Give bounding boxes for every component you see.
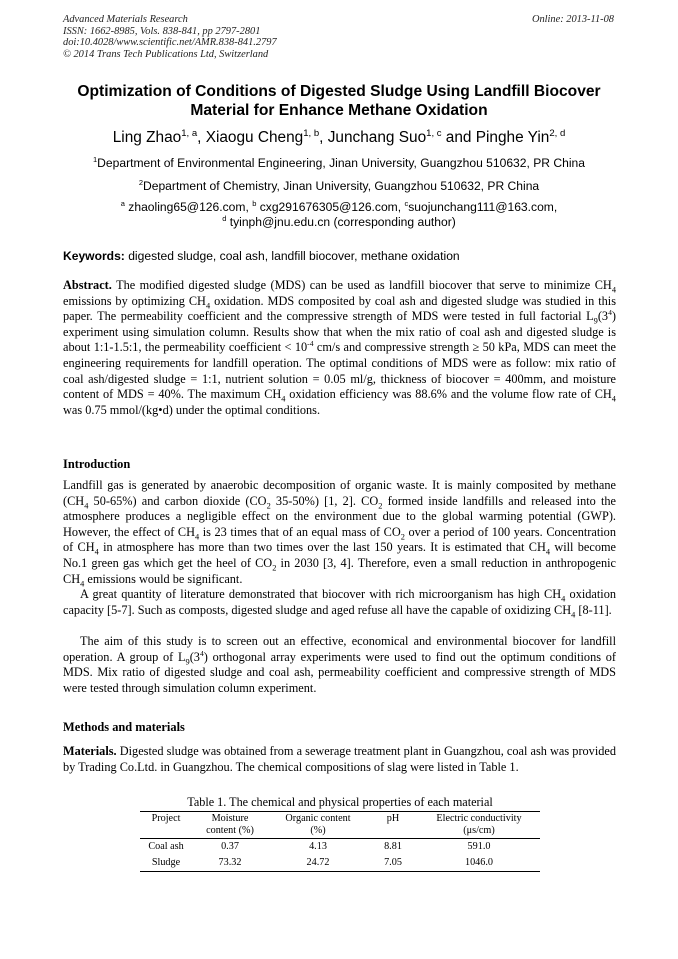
body-text: The aim of this study is to screen out an effective, economical and environmental biocover for landfill operation. A group of L — [63, 634, 616, 664]
header-line: pH — [386, 813, 400, 824]
table-1 — [140, 795, 540, 872]
materials-label: Materials. — [63, 744, 117, 758]
body-text: ) orthogonal array experiments were used to find out the optimum conditions of MDS. Mix ratio of digested sludge and coal ash, permeability coefficient and compressive strength of MDS were tested through simulation column experiment. — [63, 649, 616, 695]
email-mark: c — [404, 198, 409, 208]
doi-line: doi:10.4028/www.scientific.net/AMR.838-841.2797 — [63, 37, 277, 49]
paper-title — [40, 82, 638, 120]
journal-name: Advanced Materials Research — [63, 14, 188, 25]
email-mark: a — [120, 198, 125, 208]
section-heading-introduction: Introduction — [63, 457, 131, 471]
body-text: Digested sludge was obtained from a sewerage treatment plant in Guangzhou, coal ash was provided by Trading Co.Ltd. in Guangzhou. The chemical compositions of slag were listed in Table 1. — [63, 744, 617, 774]
title-line-1: Optimization of Conditions of Digested Sludge Using Landfill Biocover — [77, 83, 601, 100]
journal-header — [63, 14, 277, 60]
body-text: oxidation capacity [5-7]. Such as composts, digested sludge and aged refuse all have the capable of oxidizing CH — [63, 587, 616, 617]
body-text: 50-65%) and carbon dioxide (CO — [88, 493, 267, 508]
abstract-text: oxidation. MDS composited by coal ash and digested sludge was studied in this paper. The permeability coefficient and the compressive strength of MDS were tested in full factorial L — [63, 293, 616, 324]
body-text: A great quantity of literature demonstrated that biocover with rich microorganism has high CH — [80, 587, 562, 601]
materials-paragraph — [63, 744, 616, 775]
body-text: is 23 times that of an equal mass of CO — [199, 524, 401, 539]
table-cell: 591.0 — [467, 841, 491, 852]
header-line: Organic content — [285, 813, 351, 824]
table-header-row — [140, 812, 540, 839]
affiliation-text: Department of Environmental Engineering, Jinan University, Guangzhou 510632, PR China — [97, 156, 585, 170]
abstract-text: (3 — [597, 309, 609, 324]
email-link[interactable]: tyinph@jnu.edu.cn (corresponding author) — [229, 215, 456, 229]
superscript: -4 — [307, 339, 314, 349]
body-text: formed inside landfills and released into the atmosphere produces a negligible effect on the environment due to the global warming potential (GWP). However, the effect of CH — [63, 493, 616, 539]
author-affil-mark: 2, d — [549, 127, 566, 139]
table-cell: 4.13 — [309, 841, 327, 852]
affiliation-mark: 2 — [138, 177, 143, 187]
author-separator: , — [319, 129, 328, 146]
header-line: content (%) — [206, 825, 254, 836]
subscript: 2 — [378, 501, 383, 511]
subscript: 4 — [94, 547, 99, 557]
body-text: emissions would be significant. — [84, 571, 243, 586]
affiliation-2 — [40, 179, 638, 194]
subscript: 4 — [80, 579, 85, 589]
header-line: (%) — [310, 825, 326, 836]
abstract-text: oxidation efficiency was 88.6% and the volume flow rate of CH — [285, 387, 612, 402]
table-cell: 0.37 — [221, 841, 239, 852]
table-header-cell — [368, 812, 418, 839]
intro-paragraph-3 — [63, 634, 616, 696]
body-text: in atmosphere has more than two times over the last 150 years. It is estimated that CH — [98, 540, 546, 555]
author-affil-mark: 1, c — [426, 127, 442, 139]
intro-paragraph-1 — [63, 478, 616, 587]
table-header-cell — [418, 812, 540, 839]
superscript: 4 — [199, 648, 204, 658]
subscript: 9 — [185, 657, 190, 667]
table-caption: Table 1. The chemical and physical properties of each material — [187, 795, 493, 809]
body-text: 35-50%) [1, 2]. CO — [270, 493, 379, 508]
keywords-text: digested sludge, coal ash, landfill biocover, methane oxidation — [128, 249, 460, 263]
email-line-corresponding — [40, 215, 638, 230]
online-date: Online: 2013-11-08 — [531, 14, 614, 25]
author-name: Xiaogu Cheng — [205, 129, 304, 146]
table-row — [140, 855, 540, 872]
subscript: 4 — [561, 594, 566, 604]
abstract-text: ) experiment using simulation column. Results show that when the mix ratio of coal ash and digested sludge is about 1:1-1.5:1, the permeability coefficient < 10 — [63, 309, 616, 355]
affiliation-mark: 1 — [92, 154, 98, 164]
keywords — [63, 249, 616, 264]
copyright-line: © 2014 Trans Tech Publications Ltd, Switzerland — [63, 48, 269, 60]
abstract-text: cm/s and compressive strength ≥ 50 kPa, MDS can meet the engineering requirements for landfill operation. The optimal conditions of MDS were as follow: mix ratio of coal ash/digested sludge = 1:1, nutrient solution = 0.05 ml/g, thickness of biocover = 400mm, and moisture content of MDS = 40%. The maximum CH — [63, 340, 616, 402]
affiliation-text: Department of Chemistry, Jinan University, Guangzhou 510632, PR China — [143, 179, 540, 193]
table-cell: 8.81 — [384, 841, 402, 852]
body-text: [8-11]. — [575, 602, 612, 617]
properties-table — [140, 811, 540, 872]
table-header-cell — [268, 812, 368, 839]
table-cell: Sludge — [151, 857, 181, 868]
subscript: 4 — [281, 394, 286, 404]
table-cell: 73.32 — [218, 857, 242, 868]
subscript: 4 — [84, 501, 89, 511]
email-link[interactable]: zhaoling65@126.com, — [128, 200, 253, 214]
body-text: will become No.1 green gas which get the heel of CO — [63, 540, 616, 570]
body-text: (3 — [189, 649, 200, 664]
table-row — [140, 839, 540, 856]
issn-line: ISSN: 1662-8985, Vols. 838-841, pp 2797-2801 — [63, 25, 261, 37]
body-text: over a period of 100 years. Concentration of CH — [63, 524, 616, 555]
email-mark: d — [222, 213, 227, 223]
author-separator: and — [441, 129, 476, 146]
header-line: (μs/cm) — [463, 825, 495, 836]
abstract-text: emissions by optimizing CH — [63, 293, 206, 308]
subscript: 2 — [400, 532, 405, 542]
superscript: 4 — [608, 308, 612, 318]
subscript: 2 — [272, 563, 277, 573]
subscript: 4 — [611, 394, 616, 404]
subscript: 4 — [611, 285, 616, 295]
body-text: in 2030 [3, 4]. Therefore, even a small reduction in anthropogenic CH — [63, 555, 616, 586]
abstract-label: Abstract. — [63, 278, 112, 292]
table-cell: 24.72 — [306, 857, 330, 868]
author-name: Pinghe Yin — [475, 129, 550, 146]
subscript: 9 — [593, 316, 598, 326]
subscript: 4 — [571, 610, 576, 620]
table-header-cell — [192, 812, 268, 839]
header-line: Electric conductivity — [436, 813, 522, 824]
abstract-text: was 0.75 mmol/(kg•d) under the optimal conditions. — [63, 402, 321, 417]
author-affil-mark: 1, a — [181, 127, 198, 139]
table-cell: 7.05 — [384, 857, 402, 868]
abstract — [63, 278, 616, 418]
email-mark: b — [252, 198, 257, 208]
table-cell: Coal ash — [148, 841, 184, 852]
header-line: Moisture — [211, 813, 249, 824]
email-link[interactable]: suojunchang111@163.com, — [408, 200, 558, 214]
author-separator: , — [197, 129, 206, 146]
body-text: Landfill gas is generated by anaerobic decomposition of organic waste. It is mainly composited by methane (CH — [63, 478, 616, 508]
abstract-text: The modified digested sludge (MDS) can be used as landfill biocover that serve to minimize CH — [116, 278, 612, 292]
email-line — [40, 200, 638, 215]
subscript: 4 — [195, 532, 200, 542]
author-name: Ling Zhao — [112, 129, 182, 146]
table-header-cell — [140, 812, 192, 839]
subscript: 2 — [266, 501, 271, 511]
intro-paragraph-2 — [63, 587, 616, 618]
subscript: 4 — [545, 547, 551, 557]
affiliation-1 — [40, 156, 638, 171]
section-heading-methods: Methods and materials — [63, 720, 185, 734]
subscript: 4 — [205, 301, 211, 311]
header-line: Project — [151, 813, 181, 824]
title-line-2: Material for Enhance Methane Oxidation — [190, 102, 488, 119]
email-link[interactable]: cxg291676305@126.com, — [259, 200, 405, 214]
keywords-label: Keywords: — [63, 249, 125, 263]
author-list — [40, 129, 638, 147]
author-affil-mark: 1, b — [303, 127, 320, 139]
author-name: Junchang Suo — [327, 129, 427, 146]
table-cell: 1046.0 — [464, 857, 493, 868]
